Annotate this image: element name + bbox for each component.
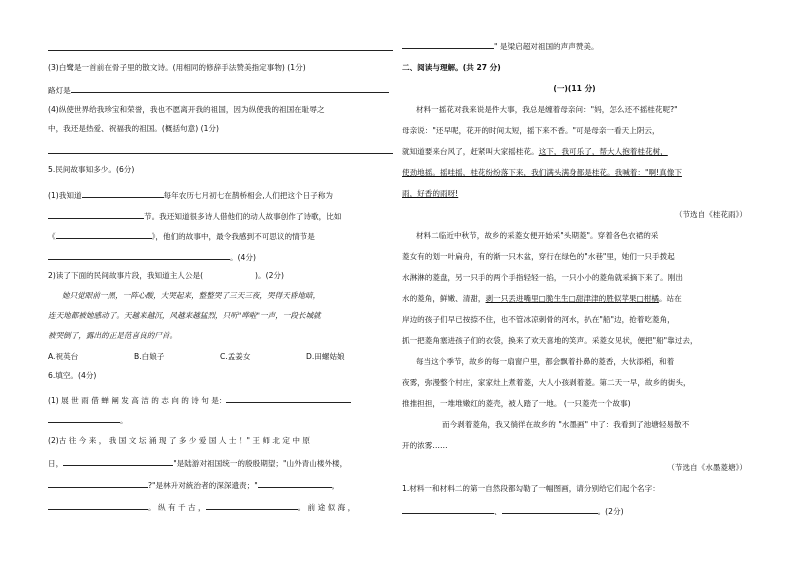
material-1-text: 就知道要来台风了，赶紧叫大家摇桂花。 <box>402 147 539 156</box>
material-2-line: 菱女有的划一叶扁舟，有的渐一只木盆，穿行在绿色的"水巷"里，她们一只手拨起 <box>402 252 675 261</box>
question-3: (3)白鹭是一首前在骨子里的散文诗。(用相同的修辞手法赞美指定事物) (1分) <box>48 63 306 72</box>
material-2-line: 抓一把菱角塞进孩子们的衣袋，换来了欢天喜地的笑声。采菱女见状，便把"船"靠过去， <box>402 336 698 345</box>
answer-blank[interactable] <box>226 394 351 403</box>
q6-2-text: 。 纵 有 千 古 ， <box>148 503 206 512</box>
answer-line[interactable] <box>48 153 393 154</box>
answer-blank[interactable] <box>48 251 230 260</box>
left-column <box>48 0 393 561</box>
question-4-line1: (4)纵使世界给我珍宝和荣誉，我也不愿离开我的祖国，因为纵使我的祖国在耻辱之 <box>48 105 325 114</box>
material-2-line <box>402 294 682 304</box>
material-2-text: 水的菱角，鲜嫩、清甜， <box>402 294 486 303</box>
story-line: 她只觉眼前一黑，一阵心酸，大哭起来，整整哭了三天三夜，哭得天昏地暗， <box>62 291 321 300</box>
q6-1-end: 。 <box>120 416 128 425</box>
section-2-title: 二、阅读与理解。(共 27 分) <box>402 63 501 72</box>
answer-blank[interactable] <box>502 505 598 514</box>
q6-2-text: 日， <box>48 459 64 468</box>
material-1-underlined: 这下，我可乐了，帮大人抱着桂花树， <box>538 147 668 156</box>
material-2-text: 。站在 <box>658 294 682 303</box>
answer-blank[interactable] <box>56 230 152 239</box>
answer-blank[interactable] <box>48 501 148 510</box>
reading-question-1-answers <box>402 505 624 517</box>
q1-end: 。(2分) <box>597 507 624 516</box>
answer-blank[interactable] <box>48 414 120 423</box>
question-6-2-line1: (2)古 往 今 来 ， 我 国 文 坛 涌 现 了 多 少 爱 国 人 士 ！" 王 师 北 定 中 原 <box>48 436 311 445</box>
answer-blank[interactable] <box>82 189 164 198</box>
material-2-line: 推推担担，一堆堆嫩红的菱壳，被人踏了一地。 (一只菱壳一个故事) <box>402 399 631 408</box>
story-line: 被哭倒了，露出的正是范喜良的尸首。 <box>48 331 178 340</box>
q6-2-text: "是陆游对祖国统一的殷殷期望；"山外青山楼外楼， <box>173 459 348 468</box>
question-3-answer <box>48 84 389 96</box>
question-5-1-line1 <box>48 189 333 201</box>
reading-question-1: 1.材料一和材料二的第一自然段都勾勒了一幅图画，请分别给它们起个名字： <box>402 484 660 493</box>
answer-blank[interactable] <box>63 457 173 466</box>
question-5-2 <box>48 271 284 281</box>
question-6-2-line4 <box>48 501 355 513</box>
option-d[interactable]: D.田螺姑娘 <box>306 352 345 361</box>
question-3-prefix: 路灯是 <box>48 86 71 95</box>
question-5-title: 5.民间故事知多少。(6分) <box>48 165 135 174</box>
question-6-2-line2 <box>48 457 347 469</box>
part-1-title: (一)(11 分) <box>553 84 596 93</box>
answer-blank[interactable] <box>48 479 148 488</box>
material-2-line: 每当这个季节，故乡的每一扇窗户里，都会飘着扑鼻的菱香，大伙添稻，和着 <box>416 357 675 366</box>
answer-blank[interactable] <box>258 479 332 488</box>
top-line-end <box>402 40 599 52</box>
material-1-underlined-line: 雨，好香的雨呀! <box>402 189 459 198</box>
q5-2-text: 2)读了下面的民间故事片段，我知道主人公是( <box>48 271 204 280</box>
q5-2-text: )。(2分) <box>255 271 284 280</box>
answer-blank[interactable] <box>71 84 389 93</box>
story-line: 连天地都被她感动了。天越来越沉，风越来越猛烈，只听"哗啦"一声，一段长城就 <box>48 311 321 320</box>
material-2-line: 水淋淋的菱盘，另一只手的两个手指轻轻一掐，一只小小的菱角就采摘下来了。刚出 <box>402 273 683 282</box>
material-1-source: （节选自《桂花雨》） <box>674 210 747 219</box>
question-5-1-line2 <box>48 210 341 222</box>
answer-line[interactable] <box>48 50 393 51</box>
material-2-line: 夜雾，弥漫整个村庄，家家灶上煮着菱，大人小孩剥着菱。第二天一早，故乡的街头， <box>402 378 691 387</box>
option-a[interactable]: A.祝英台 <box>48 352 79 361</box>
question-4-line2: 中，我还是热爱、祝福我的祖国。(概括句意) (1分) <box>48 124 219 133</box>
material-2-underlined: 剥一只丢进嘴里□脆生生□甜津津的胜似苹果□柑橘 <box>485 294 659 303</box>
q5-1-text: 。(4分) <box>230 253 256 262</box>
answer-blank[interactable] <box>402 40 494 49</box>
option-c[interactable]: C.孟姜女 <box>220 352 251 361</box>
answer-blank[interactable] <box>48 210 144 219</box>
q6-2-text: 。 前 途 似 海 ， <box>297 503 356 512</box>
q1-sep: 、 <box>494 507 502 516</box>
q5-1-text: 《 <box>48 232 56 241</box>
question-5-1-line4 <box>48 251 256 263</box>
q5-1-text: 每年农历七月初七在鹊桥相会,人们把这个日子称为 <box>163 191 334 200</box>
q6-1-text: (1) 展 世 雨 借 蝉 阐 发 高 洁 的 志 向 的 诗 句 是： <box>48 396 227 405</box>
q6-2-text: ?"是林升对統治者的深深遗责；" <box>148 481 258 490</box>
q5-1-text: (1)我知道 <box>48 191 82 200</box>
material-1-underlined-line: 使劲地摇。摇哇摇，桂花纷纷落下来，我们满头满身都是桂花。我喊着："啊!真像下 <box>402 168 682 177</box>
material-1-line <box>402 147 668 157</box>
material-2-line: 岸边的孩子们早已按捺不住，也不管冰凉刺骨的河水，扒在"船"边，抢着吃菱角， <box>402 315 675 324</box>
q5-1-text: 》，他们的故事中，最令我感到不可思议的情节是 <box>151 232 315 241</box>
material-1-line: 材料一摇花对我来说是件大事，我总是缠着母亲问："妈，怎么还不摇桂花呢?" <box>416 105 678 114</box>
q5-1-text: 节。我还知道很多诗人借他们的动人故事创作了诗歌，比如 <box>144 212 342 221</box>
question-6-title: 6.填空。(4分) <box>48 371 97 380</box>
answer-blank[interactable] <box>206 501 298 510</box>
question-6-2-line3 <box>48 479 339 491</box>
material-2-source: （节选自《水墨菱塘》） <box>667 463 747 472</box>
material-2-line: 材料二临近中秋节，故乡的采菱女便开始采"头期菱"。穿着各色衣裙的采 <box>416 231 659 240</box>
material-1-line: 母亲说："还早呢，花开的时间太短，摇下来不香。"可是母亲一看天上阴云， <box>402 126 660 135</box>
options-row <box>48 352 392 362</box>
question-5-1-line3 <box>48 230 315 242</box>
q6-2-text: ， <box>331 481 340 490</box>
question-6-1 <box>48 394 351 406</box>
material-2-line: 而今剥着菱角，我又徜徉在故乡的 "水墨画" 中了：我看到了池塘轻易散不 <box>442 420 690 429</box>
material-2-line: 开的浓雾…… <box>402 441 448 450</box>
option-b[interactable]: B.白娘子 <box>134 352 165 361</box>
question-6-1-cont <box>48 414 128 426</box>
right-column <box>402 0 747 561</box>
answer-blank[interactable] <box>402 505 494 514</box>
top-line-text: " 是梁启超对祖国的声声赞美。 <box>494 42 599 51</box>
